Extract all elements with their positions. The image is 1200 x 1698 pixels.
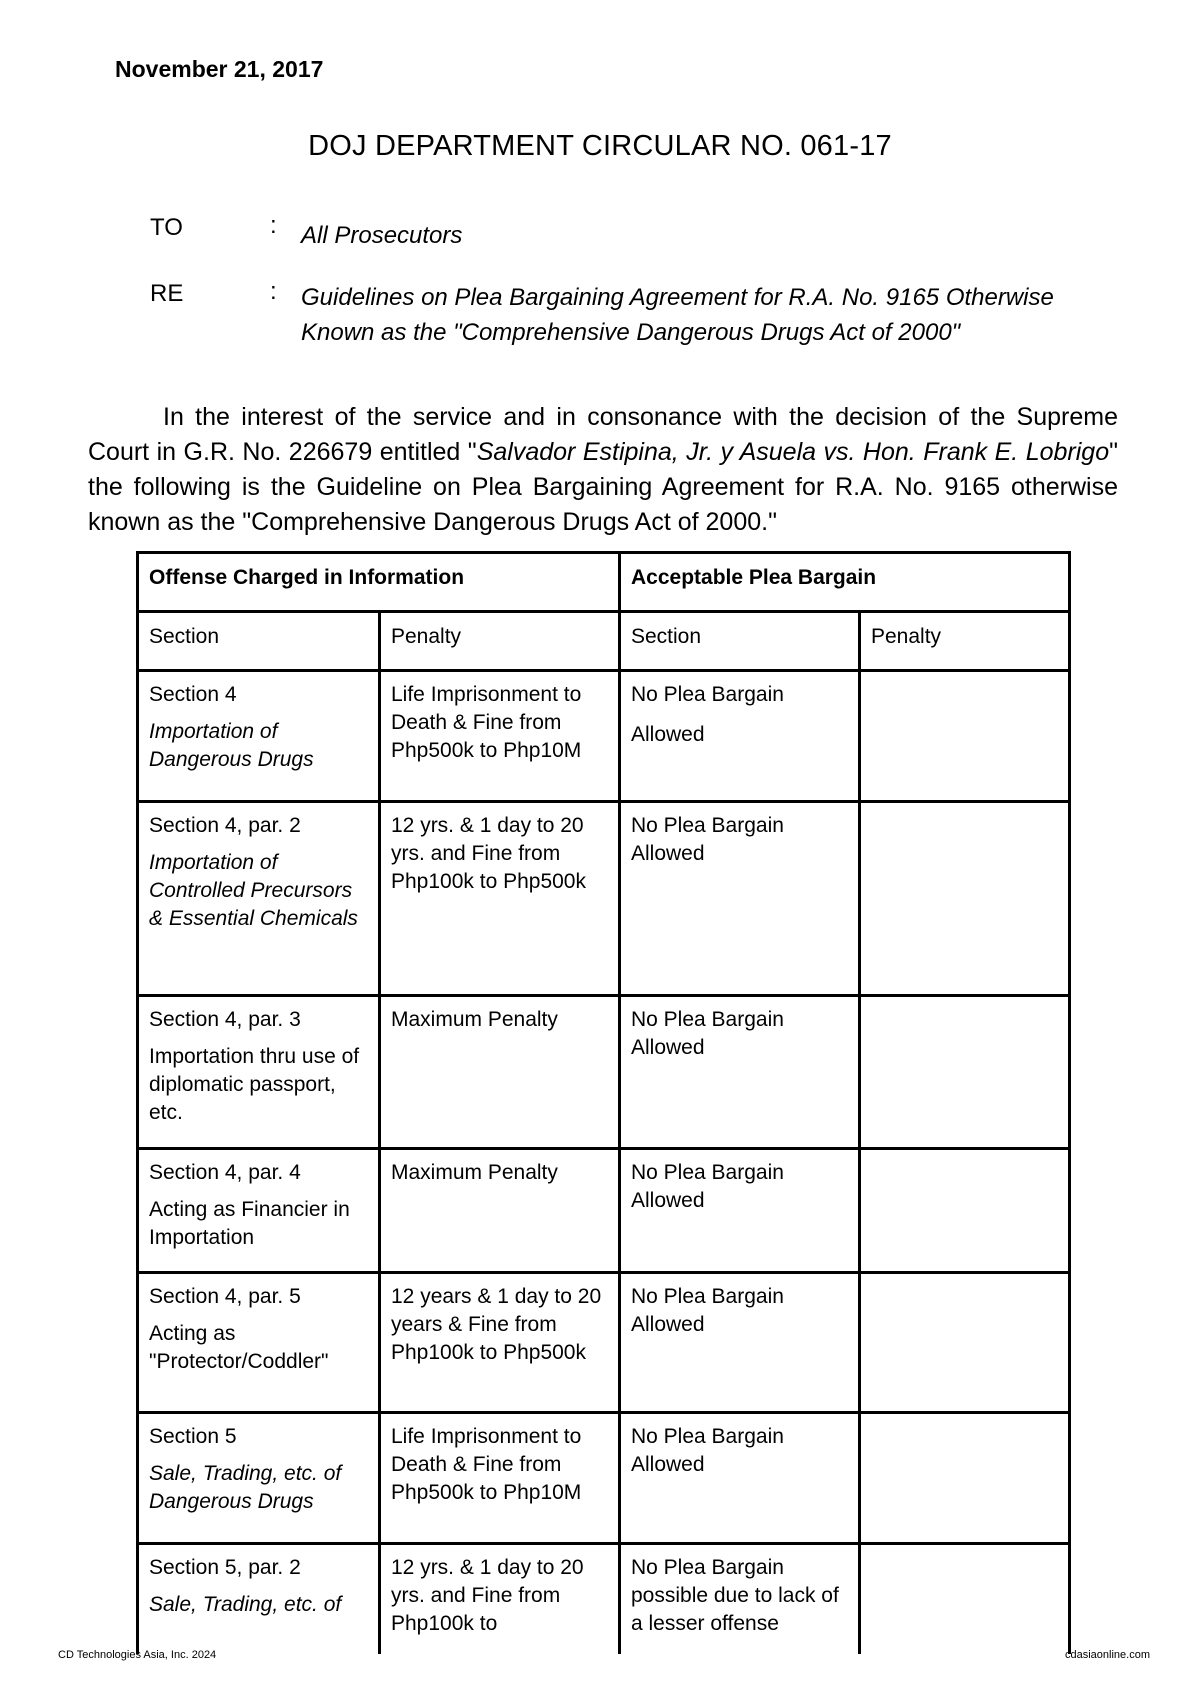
- memo-re-colon: :: [270, 278, 277, 305]
- penalty-cell: Life Imprisonment to Death & Fine from Php500k to Php10M: [380, 671, 620, 802]
- circular-title: DOJ DEPARTMENT CIRCULAR NO. 061-17: [308, 130, 892, 162]
- plea-section-cell: No Plea Bargain Allowed: [620, 1149, 860, 1273]
- memo-to-label: TO: [150, 214, 183, 241]
- plea-penalty-cell: [860, 1413, 1070, 1544]
- offense-description: Sale, Trading, etc. of Dangerous Drugs: [149, 1462, 342, 1513]
- intro-part-2: " the following is the Guideline on Plea Bargaining Agreement for R.A. No. 9165 otherwise known as the "Comprehensive Dangerous Drugs Act of 2000.": [88, 438, 1118, 536]
- table-sub-header-row: [138, 612, 1070, 671]
- plea-bargain-table: [136, 551, 1071, 1654]
- offense-description: Importation of Controlled Precursors & Essential Chemicals: [149, 851, 358, 930]
- offense-cell: [138, 1544, 380, 1654]
- offense-cell: [138, 1149, 380, 1273]
- plea-section-line-2: Allowed: [631, 723, 705, 746]
- memo-to-colon: :: [270, 212, 277, 239]
- memo-to-value: All Prosecutors: [301, 222, 463, 249]
- offense-section: Section 5: [149, 1425, 237, 1448]
- table-row: [138, 1413, 1070, 1544]
- penalty-cell: 12 yrs. & 1 day to 20 yrs. and Fine from Php100k to Php500k: [380, 802, 620, 996]
- plea-penalty-cell: [860, 996, 1070, 1149]
- intro-paragraph: [88, 400, 1118, 540]
- document-date: November 21, 2017: [115, 56, 324, 82]
- plea-penalty-cell: [860, 1273, 1070, 1413]
- plea-section-line-1: No Plea Bargain: [631, 683, 784, 706]
- plea-section-cell: No Plea Bargain Allowed: [620, 802, 860, 996]
- offense-section: Section 4, par. 3: [149, 1008, 301, 1031]
- plea-penalty-cell: [860, 802, 1070, 996]
- offense-cell: [138, 802, 380, 996]
- subheader-penalty: Penalty: [380, 612, 620, 671]
- offense-section: Section 4, par. 5: [149, 1285, 301, 1308]
- offense-cell: [138, 1413, 380, 1544]
- plea-section-cell: No Plea Bargain Allowed: [620, 996, 860, 1149]
- plea-penalty-cell: [860, 1149, 1070, 1273]
- subheader-plea-penalty: Penalty: [860, 612, 1070, 671]
- offense-cell: [138, 1273, 380, 1413]
- footer-website: cdasiaonline.com: [1065, 1649, 1150, 1661]
- offense-section: Section 4: [149, 683, 237, 706]
- offense-description: Acting as Financier in Importation: [149, 1198, 350, 1249]
- penalty-cell: Life Imprisonment to Death & Fine from Php500k to Php10M: [380, 1413, 620, 1544]
- table-row: [138, 802, 1070, 996]
- plea-section-cell: [620, 671, 860, 802]
- offense-cell: [138, 671, 380, 802]
- offense-cell: [138, 996, 380, 1149]
- intro-part-1: In the interest of the service and in consonance with the decision of the Supreme Court in G.R. No. 226679 entitled ": [88, 403, 1118, 466]
- offense-description: Acting as "Protector/Coddler": [149, 1322, 329, 1373]
- header-offense-charged: Offense Charged in Information: [138, 553, 620, 612]
- table-row: [138, 1544, 1070, 1654]
- penalty-cell: Maximum Penalty: [380, 1149, 620, 1273]
- penalty-cell: 12 yrs. & 1 day to 20 yrs. and Fine from Php100k to: [380, 1544, 620, 1654]
- penalty-cell: 12 years & 1 day to 20 years & Fine from Php100k to Php500k: [380, 1273, 620, 1413]
- offense-description: Sale, Trading, etc. of: [149, 1593, 342, 1616]
- penalty-cell: Maximum Penalty: [380, 996, 620, 1149]
- header-acceptable-plea: Acceptable Plea Bargain: [620, 553, 1070, 612]
- case-name: Salvador Estipina, Jr. y Asuela vs. Hon. Frank E. Lobrigo: [476, 438, 1110, 466]
- table-row: [138, 671, 1070, 802]
- plea-section-cell: No Plea Bargain Allowed: [620, 1413, 860, 1544]
- offense-section: Section 4, par. 4: [149, 1161, 301, 1184]
- plea-section-cell: No Plea Bargain Allowed: [620, 1273, 860, 1413]
- memo-re-value: Guidelines on Plea Bargaining Agreement for R.A. No. 9165 Otherwise Known as the "Comprehensive Dangerous Drugs Act of 2000": [301, 284, 1054, 346]
- plea-penalty-cell: [860, 671, 1070, 802]
- footer-copyright: CD Technologies Asia, Inc. 2024: [58, 1649, 217, 1661]
- plea-penalty-cell: [860, 1544, 1070, 1654]
- offense-description: Importation thru use of diplomatic passport, etc.: [149, 1045, 360, 1124]
- table-row: [138, 1149, 1070, 1273]
- offense-description: Importation of Dangerous Drugs: [149, 720, 314, 771]
- table-row: [138, 996, 1070, 1149]
- offense-section: Section 4, par. 2: [149, 814, 301, 837]
- subheader-plea-section: Section: [620, 612, 860, 671]
- offense-section: Section 5, par. 2: [149, 1556, 301, 1579]
- memo-re-label: RE: [150, 280, 184, 307]
- table-group-header-row: [138, 553, 1070, 612]
- plea-section-cell: No Plea Bargain possible due to lack of a lesser offense: [620, 1544, 860, 1654]
- subheader-section: Section: [138, 612, 380, 671]
- table-row: [138, 1273, 1070, 1413]
